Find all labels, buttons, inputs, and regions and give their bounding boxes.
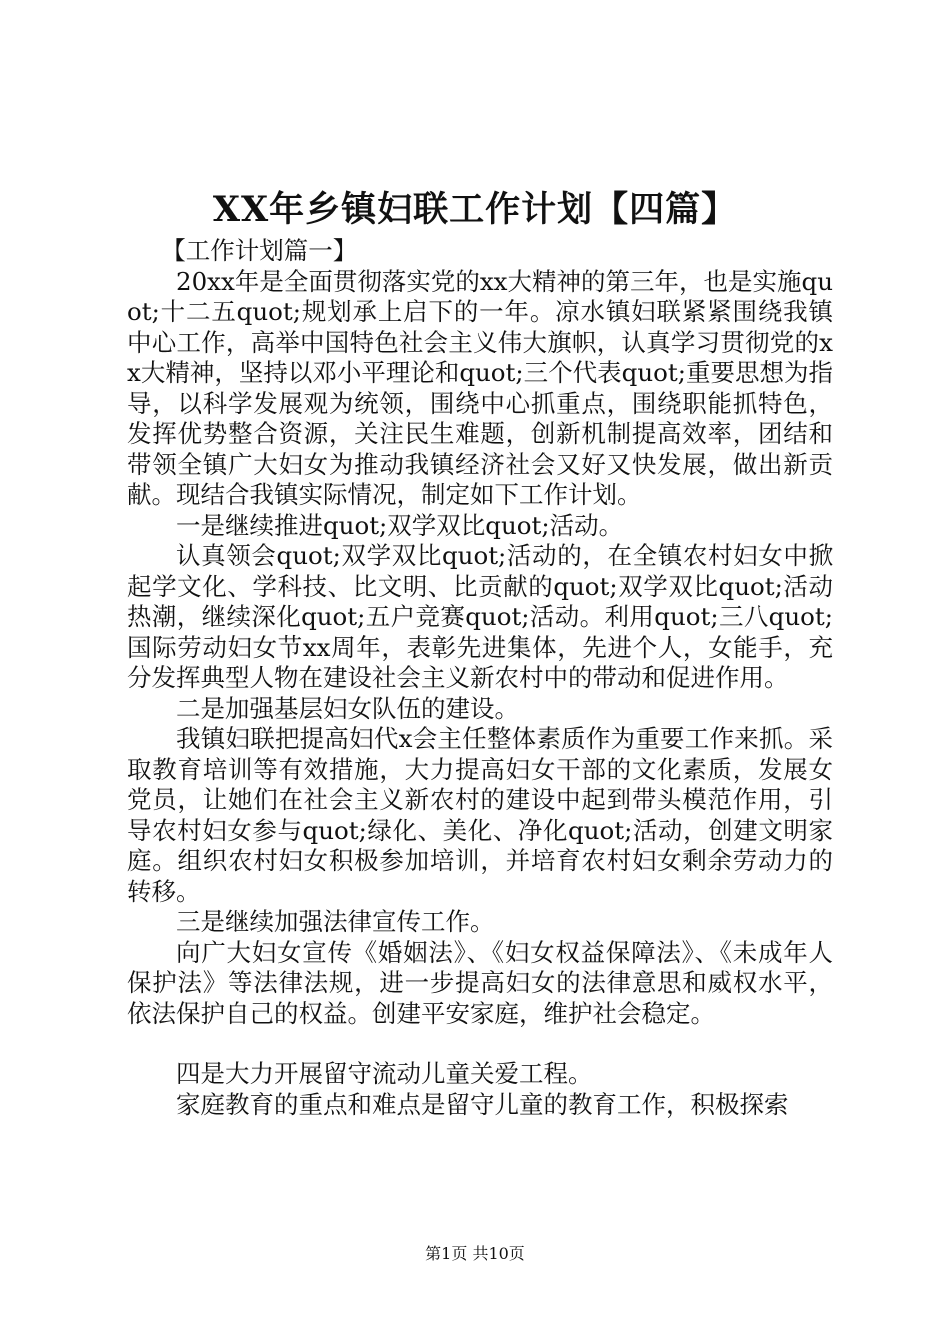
paragraph-point-1: 认真领会quot;双学双比quot;活动的，在全镇农村妇女中掀起学文化、学科技、比文明、比贡献的quot;双学双比quot;活动热潮，继续深化quot;五户竞赛quot;活动。利用quot;三八quot;国际劳动妇女节xx周年，表彰先进集体，先进个人，女能手，充分发挥典型人物在建设社会主义新农村中的带动和促进作用。 xyxy=(127,541,833,692)
paragraph-intro: 20xx年是全面贯彻落实党的xx大精神的第三年，也是实施quot;十二五quot;规划承上启下的一年。凉水镇妇联紧紧围绕我镇中心工作，高举中国特色社会主义伟大旗帜，认真学习贯彻党的xx大精神，坚持以邓小平理论和quot;三个代表quot;重要思想为指导，以科学发展观为统领，围绕中心抓重点，围绕职能抓特色，发挥优势整合资源，关注民生难题，创新机制提高效率，团结和带领全镇广大妇女为推动我镇经济社会又好又快发展，做出新贡献。现结合我镇实际情况，制定如下工作计划。 xyxy=(127,266,833,509)
point-heading-3: 三是继续加强法律宣传工作。 xyxy=(176,907,495,936)
point-heading-4: 四是大力开展留守流动儿童关爱工程。 xyxy=(176,1059,593,1088)
page-footer: 第1页 共10页 xyxy=(425,1244,525,1263)
point-heading-1: 一是继续推进quot;双学双比quot;活动。 xyxy=(176,510,624,540)
paragraph-point-4: 家庭教育的重点和难点是留守儿童的教育工作，积极探索 xyxy=(176,1089,789,1119)
document-title: XX年乡镇妇联工作计划【四篇】 xyxy=(212,189,738,230)
paragraph-point-2: 我镇妇联把提高妇代x会主任整体素质作为重要工作来抓。采取教育培训等有效措施，大力提高妇女干部的文化素质，发展女党员，让她们在社会主义新农村的建设中起到带头模范作用，引导农村妇女参与quot;绿化、美化、净化quot;活动，创建文明家庭。组织农村妇女积极参加培训，并培育农村妇女剩余劳动力的转移。 xyxy=(127,724,833,906)
document-body xyxy=(127,236,833,1120)
section-heading: 【工作计划篇一】 xyxy=(161,236,358,265)
paragraph-point-3: 向广大妇女宣传《婚姻法》、《妇女权益保障法》、《未成年人保护法》等法律法规，进一步提高妇女的法律意思和威权水平，依法保护自己的权益。创建平安家庭，维护社会稳定。 xyxy=(127,937,833,1028)
point-heading-2: 二是加强基层妇女队伍的建设。 xyxy=(176,693,519,723)
